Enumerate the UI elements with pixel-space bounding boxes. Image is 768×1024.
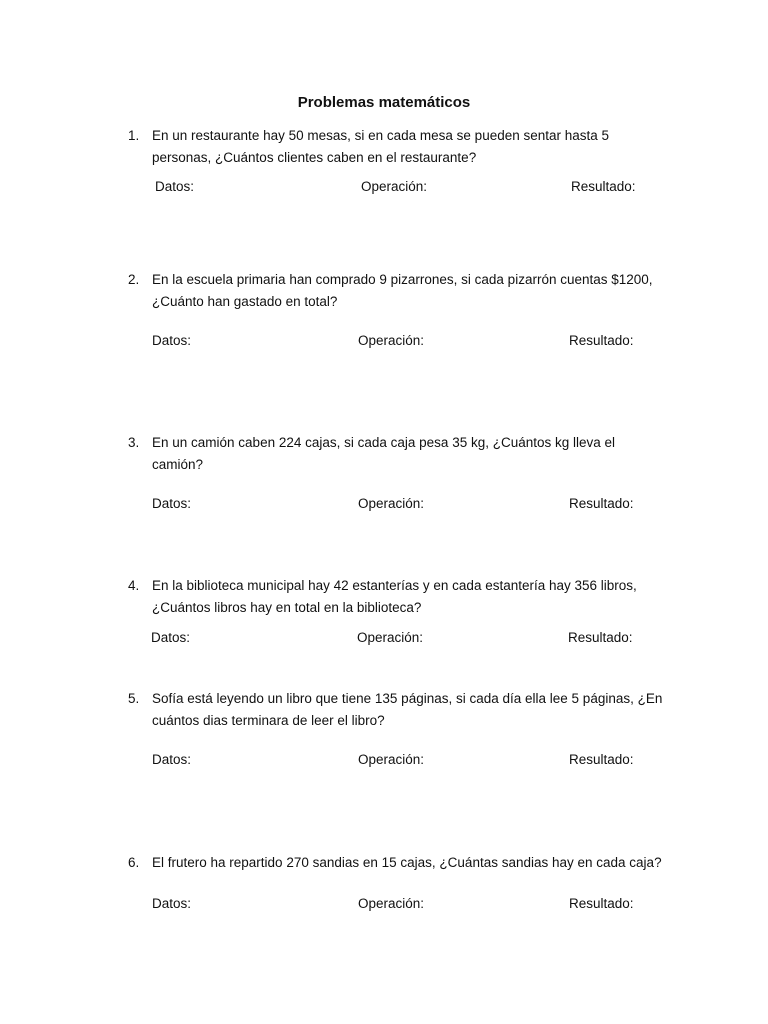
resultado-label: Resultado: (569, 896, 634, 911)
problem-number: 1. (128, 128, 140, 143)
problem-number: 5. (128, 691, 140, 706)
datos-label: Datos: (155, 179, 195, 194)
operacion-label: Operación: (361, 179, 428, 194)
problem-text: Sofía está leyendo un libro que tiene 135 páginas, si cada día ella lee 5 páginas, ¿En cuántos dias terminara de leer el libro? (152, 691, 663, 728)
datos-label: Datos: (152, 896, 192, 911)
problem-number: 2. (128, 272, 140, 287)
problem-text: En la escuela primaria han comprado 9 pizarrones, si cada pizarrón cuentas $1200, ¿Cuánto han gastado en total? (152, 272, 653, 309)
operacion-label: Operación: (357, 630, 424, 645)
operacion-label: Operación: (358, 496, 425, 511)
datos-label: Datos: (151, 630, 191, 645)
operacion-label: Operación: (358, 752, 425, 767)
operacion-label: Operación: (358, 333, 425, 348)
problem-number: 6. (128, 855, 140, 870)
resultado-label: Resultado: (571, 179, 636, 194)
problem-text: En la biblioteca municipal hay 42 estanterías y en cada estantería hay 356 libros, ¿Cuántos libros hay en total en la biblioteca? (152, 578, 637, 615)
page-title: Problemas matemáticos (297, 94, 471, 111)
resultado-label: Resultado: (569, 752, 634, 767)
resultado-label: Resultado: (568, 630, 633, 645)
resultado-label: Resultado: (569, 333, 634, 348)
datos-label: Datos: (152, 333, 192, 348)
operacion-label: Operación: (358, 896, 425, 911)
problem-number: 4. (128, 578, 140, 593)
datos-label: Datos: (152, 752, 192, 767)
problem-text: El frutero ha repartido 270 sandias en 15 cajas, ¿Cuántas sandias hay en cada caja? (152, 855, 662, 870)
problem-text: En un restaurante hay 50 mesas, si en cada mesa se pueden sentar hasta 5 personas, ¿Cuántos clientes caben en el restaurante? (152, 128, 610, 165)
problem-text: En un camión caben 224 cajas, si cada caja pesa 35 kg, ¿Cuántos kg lleva el camión? (152, 435, 616, 472)
datos-label: Datos: (152, 496, 192, 511)
problem-number: 3. (128, 435, 140, 450)
resultado-label: Resultado: (569, 496, 634, 511)
